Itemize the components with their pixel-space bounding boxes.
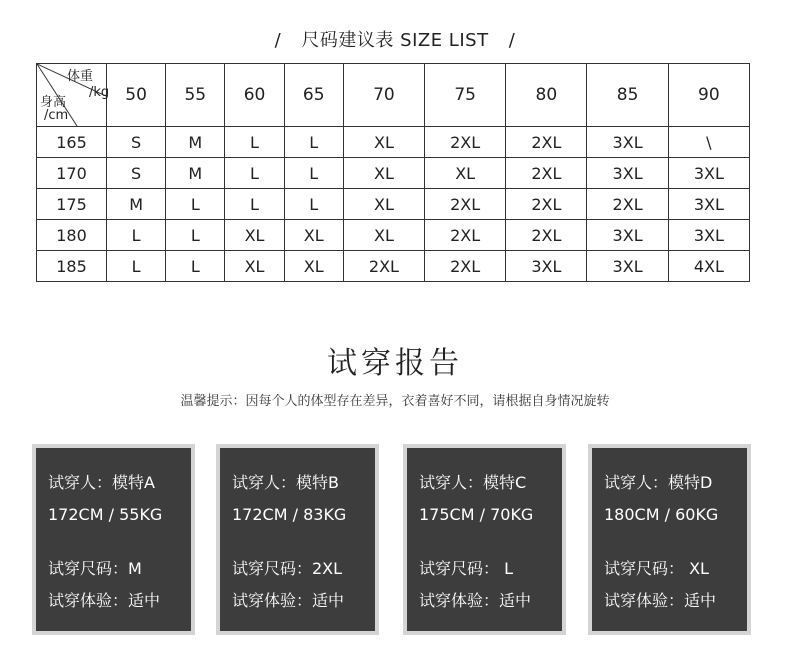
size-cell: 3XL xyxy=(668,158,749,189)
size-cell: 3XL xyxy=(506,251,587,282)
card-model-name: 试穿人：模特D xyxy=(604,473,713,492)
size-cell: L xyxy=(284,158,343,189)
card-fitting-size: 试穿尺码： XL xyxy=(604,559,709,578)
card-fitting-size: 试穿尺码： L xyxy=(419,559,514,578)
size-cell: 2XL xyxy=(587,189,668,220)
size-cell: L xyxy=(107,251,166,282)
size-cell: 2XL xyxy=(425,220,506,251)
size-cell: 2XL xyxy=(343,251,424,282)
corner-weight-unit: /kg xyxy=(89,85,110,100)
size-cell: 2XL xyxy=(506,158,587,189)
height-cell: 185 xyxy=(37,251,107,282)
size-cell: XL xyxy=(225,220,284,251)
size-cell: S xyxy=(107,158,166,189)
height-cell: 165 xyxy=(37,127,107,158)
height-cell: 170 xyxy=(37,158,107,189)
size-cell: L xyxy=(166,251,225,282)
size-cell: 2XL xyxy=(506,189,587,220)
card-model-name: 试穿人：模特B xyxy=(232,473,339,492)
size-cell: XL xyxy=(343,158,424,189)
size-cell: L xyxy=(284,127,343,158)
size-table-row xyxy=(37,158,750,189)
size-table-row xyxy=(37,251,750,282)
size-cell: M xyxy=(166,127,225,158)
size-cell: 3XL xyxy=(587,158,668,189)
card-model-stats: 172CM / 83KG xyxy=(232,505,347,524)
size-cell: XL xyxy=(284,220,343,251)
model-card-d xyxy=(592,448,747,631)
size-table-row xyxy=(37,127,750,158)
size-cell: 4XL xyxy=(668,251,749,282)
size-cell: M xyxy=(166,158,225,189)
size-table xyxy=(36,63,750,282)
weight-header-cell: 80 xyxy=(506,64,587,127)
size-table-corner-cell xyxy=(37,64,110,127)
weight-header-cell: 90 xyxy=(668,64,749,127)
card-model-stats: 172CM / 55KG xyxy=(48,505,163,524)
size-cell: S xyxy=(107,127,166,158)
size-cell: XL xyxy=(343,127,424,158)
size-cell: L xyxy=(107,220,166,251)
weight-header-cell: 60 xyxy=(225,64,284,127)
corner-height-unit: /cm xyxy=(44,108,69,123)
card-model-stats: 175CM / 70KG xyxy=(419,505,534,524)
size-cell: 3XL xyxy=(587,127,668,158)
size-cell: 2XL xyxy=(425,251,506,282)
card-model-name: 试穿人：模特C xyxy=(419,473,527,492)
card-fitting-experience: 试穿体验：适中 xyxy=(604,591,717,610)
card-fitting-experience: 试穿体验：适中 xyxy=(419,591,532,610)
size-cell: 3XL xyxy=(587,251,668,282)
card-fitting-experience: 试穿体验：适中 xyxy=(48,591,161,610)
fitting-report-note: 温馨提示：因每个人的体型存在差异，衣着喜好不同，请根据自身情况旋转 xyxy=(180,394,610,409)
card-fitting-size: 试穿尺码：2XL xyxy=(232,559,343,578)
size-table-row xyxy=(37,189,750,220)
size-cell: \ xyxy=(668,127,749,158)
size-cell: 3XL xyxy=(668,220,749,251)
height-cell: 180 xyxy=(37,220,107,251)
size-cell: XL xyxy=(343,189,424,220)
size-cell: M xyxy=(107,189,166,220)
weight-header-cell: 55 xyxy=(166,64,225,127)
model-card-a xyxy=(36,448,191,631)
card-model-name: 试穿人：模特A xyxy=(48,473,155,492)
weight-header-cell: 75 xyxy=(425,64,506,127)
size-cell: 2XL xyxy=(425,127,506,158)
card-fitting-experience: 试穿体验：适中 xyxy=(232,591,345,610)
size-cell: XL xyxy=(284,251,343,282)
height-cell: 175 xyxy=(37,189,107,220)
model-card-c xyxy=(407,448,562,631)
size-cell: XL xyxy=(425,158,506,189)
size-cell: L xyxy=(225,127,284,158)
size-chart-title xyxy=(0,26,790,52)
size-cell: 2XL xyxy=(425,189,506,220)
weight-header-cell: 65 xyxy=(284,64,343,127)
corner-height-label: 身高 xyxy=(40,95,67,110)
size-cell: L xyxy=(166,220,225,251)
size-cell: 2XL xyxy=(506,127,587,158)
size-cell: XL xyxy=(343,220,424,251)
size-cell: L xyxy=(225,158,284,189)
size-cell: L xyxy=(284,189,343,220)
card-fitting-size: 试穿尺码：M xyxy=(48,559,142,578)
size-table-header-row xyxy=(37,64,750,127)
card-model-stats: 180CM / 60KG xyxy=(604,505,719,524)
size-cell: 3XL xyxy=(587,220,668,251)
size-chart-title-text: 尺码建议表 SIZE LIST xyxy=(301,30,489,51)
size-cell: XL xyxy=(225,251,284,282)
size-cell: 2XL xyxy=(506,220,587,251)
corner-weight-label: 体重 xyxy=(67,69,94,84)
weight-header-cell: 50 xyxy=(107,64,166,127)
weight-header-cell: 70 xyxy=(343,64,424,127)
model-card-b xyxy=(220,448,375,631)
weight-header-cell: 85 xyxy=(587,64,668,127)
size-cell: L xyxy=(166,189,225,220)
title-slash-left: / xyxy=(274,30,282,51)
size-table-row xyxy=(37,220,750,251)
title-slash-right: / xyxy=(508,30,516,51)
size-cell: L xyxy=(225,189,284,220)
fitting-report-title: 试穿报告 xyxy=(327,346,463,381)
size-cell: 3XL xyxy=(668,189,749,220)
